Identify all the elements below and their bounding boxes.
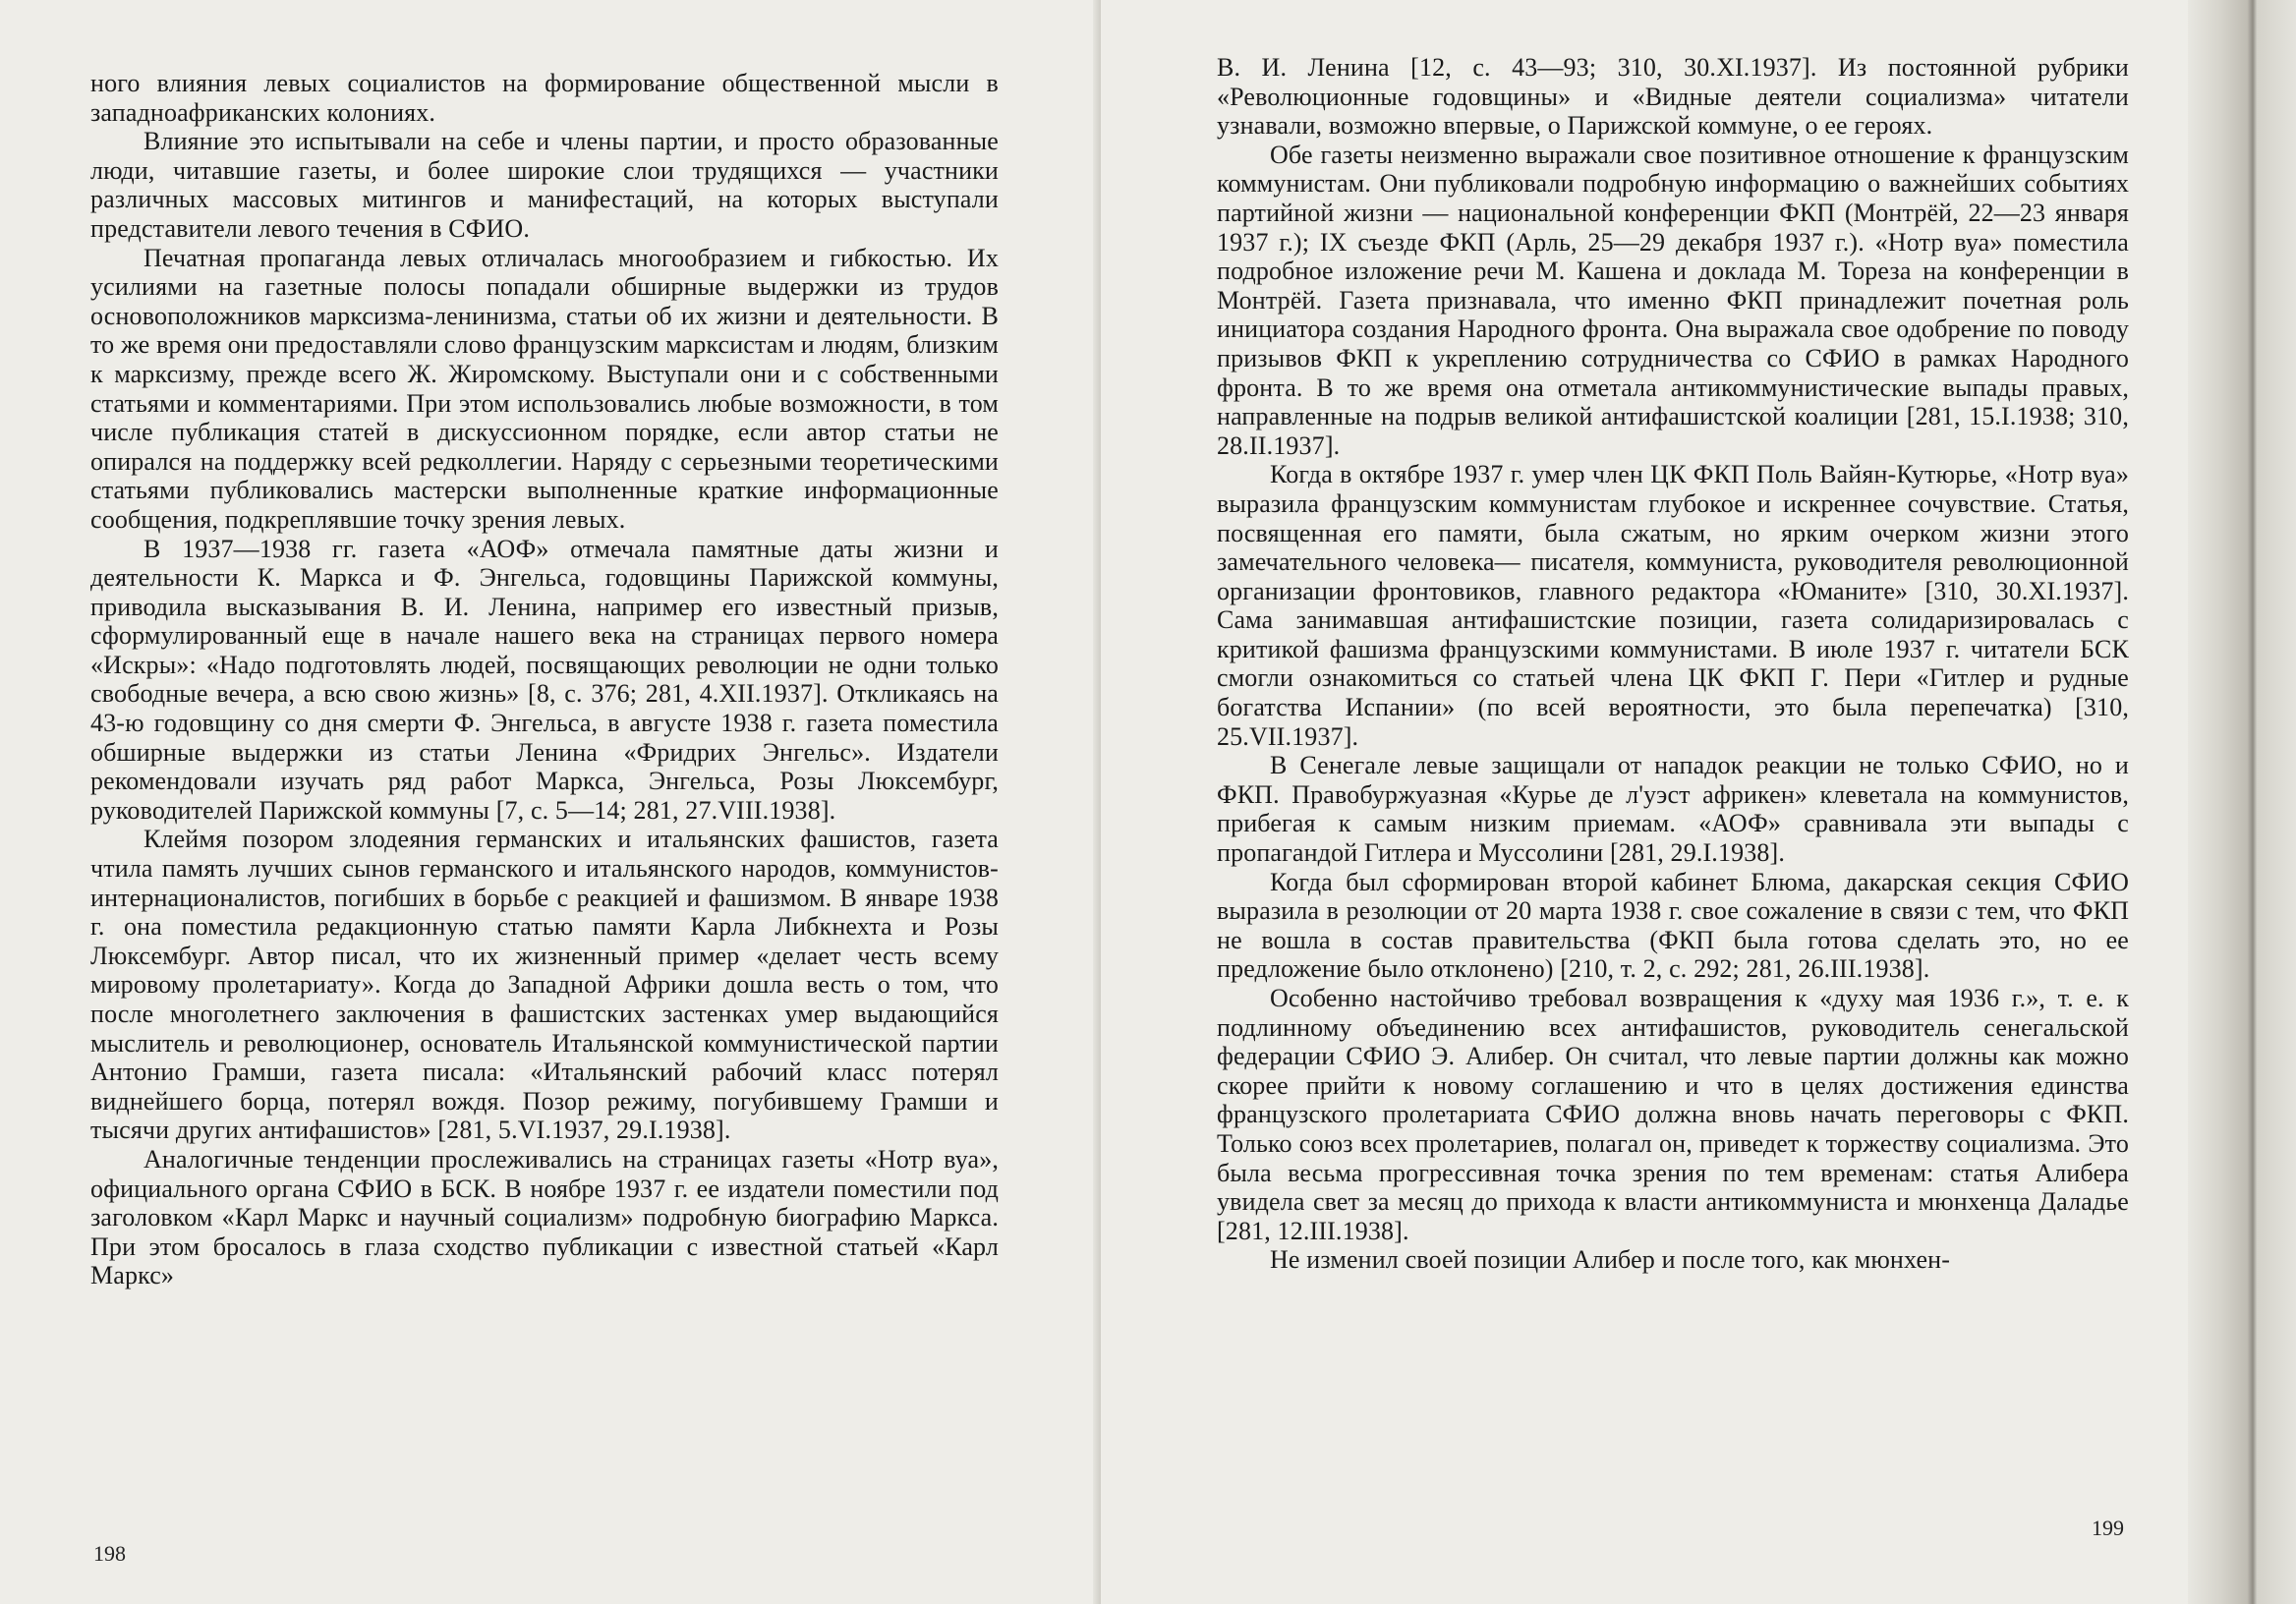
left-page-text bbox=[90, 69, 999, 1290]
paragraph: Когда был сформирован второй кабинет Блюма, дакарская секция СФИО выразила в резолюции от 20 марта 1938 г. свое сожаление в связи с тем, что ФКП не вошла в состав правительства (ФКП была готова сделать это, но ее предложение было отклонено) [210, т. 2, с. 292; 281, 26.III.1938]. bbox=[1217, 867, 2129, 984]
paragraph: Клеймя позором злодеяния германских и итальянских фашистов, газета чтила память лучших сынов германского и итальянского народов, коммунистов-интернационалистов, погибших в борьбе с реакцией и фашизмом. В январе 1938 г. она поместила редакционную статью памяти Карла Либкнехта и Розы Люксембург. Автор писал, что их жизненный пример «делает честь всему мировому пролетариату». Когда до Западной Африки дошла весть о том, что после многолетнего заключения в фашистских застенках умер выдающийся мыслитель и революционер, основатель Итальянской коммунистической партии Антонио Грамши, газета писала: «Итальянский рабочий класс потерял виднейшего борца, потерял вождя. Позор режиму, погубившему Грамши и тысячи других антифашистов» [281, 5.VI.1937, 29.I.1938]. bbox=[90, 825, 999, 1145]
paragraph: В. И. Ленина [12, с. 43—93; 310, 30.XI.1937]. Из постоянной рубрики «Революционные годовщины» и «Видные деятели социализма» читатели узнавали, возможно впервые, о Парижской коммуне, о ее героях. bbox=[1217, 53, 2129, 141]
paragraph: Не изменил своей позиции Алибер и после того, как мюнхен- bbox=[1270, 1245, 1951, 1275]
right-page bbox=[1101, 0, 2296, 1604]
paragraph: Влияние это испытывали на себе и члены партии, и просто образованные люди, читавшие газеты, и более широкие слои трудящихся — участники различных массовых митингов и манифестаций, на которых выступали представители левого течения в СФИО. bbox=[90, 127, 999, 243]
paragraph: ного влияния левых социалистов на формирование общественной мысли в западноафриканских колониях. bbox=[90, 69, 999, 127]
right-page-text bbox=[1217, 53, 2129, 1275]
left-page bbox=[0, 0, 1101, 1604]
paragraph: Печатная пропаганда левых отличалась многообразием и гибкостью. Их усилиями на газетные полосы попадали обширные выдержки из трудов основоположников марксизма-ленинизма, статьи об их жизни и деятельности. В то же время они предоставляли слово французским марксистам и людям, близким к марксизму, прежде всего Ж. Жиромскому. Выступали они и с собственными статьями и комментариями. При этом использовались любые возможности, в том числе публикация статей в дискуссионном порядке, если автор статьи не опирался на поддержку всей редколлегии. Наряду с серьезными теоретическими статьями публиковались мастерски выполненные краткие информационные сообщения, подкреплявшие точку зрения левых. bbox=[90, 243, 999, 534]
page-edge-shadow bbox=[2188, 0, 2296, 1604]
paragraph: Особенно настойчиво требовал возвращения к «духу мая 1936 г.», т. е. к подлинному объединению всех антифашистов, руководитель сенегальской федерации СФИО Э. Алибер. Он считал, что левые партии должны как можно скорее прийти к новому соглашению и что в целях достижения единства французского пролетариата СФИО должна вновь начать переговоры с ФКП. Только союз всех пролетариев, полагал он, приведет к торжеству социализма. Это была весьма прогрессивная точка зрения по тем временам: статья Алибера увидела свет за месяц до прихода к власти антикоммуниста и мюнхенца Даладье [281, 12.III.1938]. bbox=[1217, 984, 2129, 1245]
paragraph: Аналогичные тенденции прослеживались на страницах газеты «Нотр вуа», официального органа СФИО в БСК. В ноябре 1937 г. ее издатели поместили под заголовком «Карл Маркс и научный социализм» подробную биографию Маркса. При этом бросалось в глаза сходство публикации с известной статьей «Карл Маркс» bbox=[90, 1144, 999, 1290]
paragraph: Обе газеты неизменно выражали свое позитивное отношение к французским коммунистам. Они публиковали подробную информацию о важнейших событиях партийной жизни — национальной конференции ФКП (Монтрёй, 22—23 января 1937 г.); IX съезде ФКП (Арль, 25—29 декабря 1937 г.). «Нотр вуа» поместила подробное изложение речи М. Кашена и доклада М. Тореза на конференции в Монтрёй. Газета признавала, что именно ФКП принадлежит почетная роль инициатора создания Народного фронта. Она выражала свое одобрение по поводу призывов ФКП к укреплению сотрудничества со СФИО в рамках Народного фронта. В то же время она отметала антикоммунистические выпады правых, направленные на подрыв великой антифашистской коалиции [281, 15.I.1938; 310, 28.II.1937]. bbox=[1217, 140, 2129, 460]
paragraph: В Сенегале левые защищали от нападок реакции не только СФИО, но и ФКП. Правобуржуазная «Курье де л'уэст африкен» клеветала на коммунистов, прибегая к самым низким приемам. «АОФ» сравнивала эти выпады с пропагандой Гитлера и Муссолини [281, 29.I.1938]. bbox=[1217, 751, 2129, 868]
page-number: 198 bbox=[93, 1541, 126, 1566]
page-number: 199 bbox=[2092, 1516, 2124, 1540]
paragraph: Когда в октябре 1937 г. умер член ЦК ФКП Поль Вайян-Кутюрье, «Нотр вуа» выразила французским коммунистам глубокое и искреннее сочувствие. Статья, посвященная его памяти, была сжатым, но ярким очерком жизни этого замечательного человека— писателя, коммуниста, руководителя революционной организации фронтовиков, главного редактора «Юманите» [310, 30.XI.1937]. Сама занимавшая антифашистские позиции, газета солидаризировалась с критикой фашизма французскими коммунистами. В июле 1937 г. читатели БСК смогли ознакомиться со статьей члена ЦК ФКП Г. Пери «Гитлер и рудные богатства Испании» (по всей вероятности, это была перепечатка) [310, 25.VII.1937]. bbox=[1217, 460, 2129, 751]
paragraph: В 1937—1938 гг. газета «АОФ» отмечала памятные даты жизни и деятельности К. Маркса и Ф. Энгельса, годовщины Парижской коммуны, приводила высказывания В. И. Ленина, например его известный призыв, сформулированный еще в начале нашего века на страницах первого номера «Искры»: «Надо подготовлять людей, посвящающих революции не одни только свободные вечера, а всю свою жизнь» [8, с. 376; 281, 4.XII.1937]. Откликаясь на 43-ю годовщину со дня смерти Ф. Энгельса, в августе 1938 г. газета поместила обширные выдержки из статьи Ленина «Фридрих Энгельс». Издатели рекомендовали изучать ряд работ Маркса, Энгельса, Розы Люксембург, руководителей Парижской коммуны [7, с. 5—14; 281, 27.VIII.1938]. bbox=[90, 534, 999, 825]
